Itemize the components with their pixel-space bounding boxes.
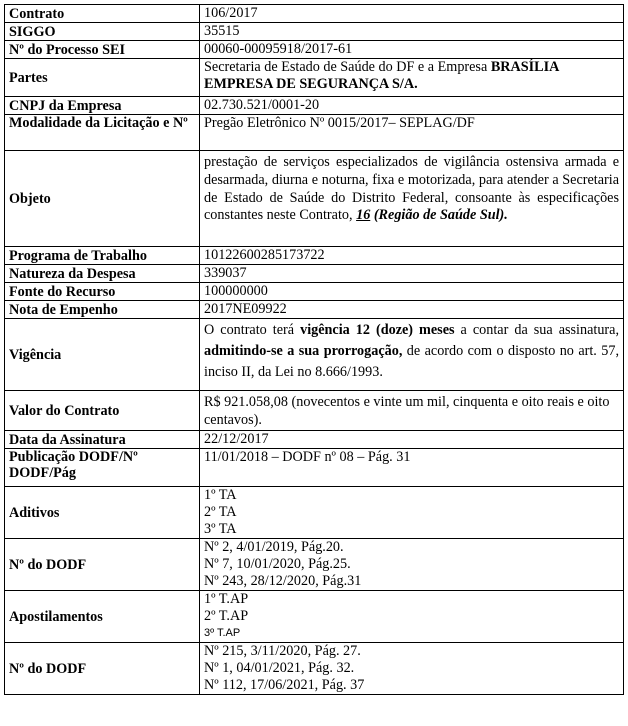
row-valor	[5, 391, 624, 431]
value-dodf-aditivos	[200, 539, 624, 591]
value-valor: R$ 921.058,08 (novecentos e vinte um mil, cinquenta e oito reais e oito centavos).	[200, 391, 624, 431]
vigencia-extension: admitindo-se a sua prorrogação,	[204, 343, 403, 359]
label-cnpj: CNPJ da Empresa	[5, 97, 200, 115]
dodf-item: Nº 215, 3/11/2020, Pág. 27.	[204, 643, 361, 659]
row-processo	[5, 41, 624, 59]
label-siggo: SIGGO	[5, 23, 200, 41]
label-fonte: Fonte do Recurso	[5, 283, 200, 301]
value-publicacao: 11/01/2018 – DODF nº 08 – Pág. 31	[200, 449, 624, 487]
partes-company-name: BRASÍLIA EMPRESA DE SEGURANÇA S/A.	[204, 59, 559, 92]
label-apostilamentos: Apostilamentos	[5, 591, 200, 643]
row-dodf-aditivos	[5, 539, 624, 591]
vigencia-text-1: O contrato terá	[204, 322, 301, 338]
value-dodf-apostilamentos	[200, 643, 624, 695]
label-valor: Valor do Contrato	[5, 391, 200, 431]
label-empenho: Nota de Empenho	[5, 301, 200, 319]
value-apostilamentos	[200, 591, 624, 643]
objeto-text: prestação de serviços especializados de vigilância ostensiva armada e desarmada, diurna e noturna, fixa e motorizada, para atender a Secretaria de Estado de Saúde do Distrito Federal, consoante às especificações constantes neste Contrato,	[204, 154, 619, 224]
value-aditivos	[200, 487, 624, 539]
value-empenho: 2017NE09922	[200, 301, 624, 319]
value-fonte: 100000000	[200, 283, 624, 301]
value-vigencia	[200, 319, 624, 391]
apostilamento-item: 1º T.AP	[204, 591, 249, 607]
aditivo-item: 1º TA	[204, 487, 237, 503]
value-objeto	[200, 151, 624, 247]
aditivo-item: 3º TA	[204, 521, 237, 537]
row-fonte	[5, 283, 624, 301]
contract-summary-table	[4, 4, 624, 695]
row-partes	[5, 59, 624, 97]
row-aditivos	[5, 487, 624, 539]
row-publicacao	[5, 449, 624, 487]
apostilamento-item: 2º T.AP	[204, 608, 249, 624]
row-empenho	[5, 301, 624, 319]
row-natureza	[5, 265, 624, 283]
row-modalidade	[5, 115, 624, 151]
value-contrato: 106/2017	[200, 5, 624, 23]
label-assinatura: Data da Assinatura	[5, 431, 200, 449]
value-cnpj: 02.730.521/0001-20	[200, 97, 624, 115]
label-processo: Nº do Processo SEI	[5, 41, 200, 59]
objeto-number: 16	[356, 207, 371, 224]
dodf-item: Nº 7, 10/01/2020, Pág.25.	[204, 556, 351, 572]
row-dodf-apostilamentos	[5, 643, 624, 695]
label-publicacao: Publicação DODF/Nº DODF/Pág	[5, 449, 200, 487]
value-modalidade: Pregão Eletrônico Nº 0015/2017– SEPLAG/DF	[200, 115, 624, 151]
row-objeto	[5, 151, 624, 247]
row-apostilamentos	[5, 591, 624, 643]
value-partes	[200, 59, 624, 97]
label-vigencia: Vigência	[5, 319, 200, 391]
label-contrato: Contrato	[5, 5, 200, 23]
dodf-item: Nº 2, 4/01/2019, Pág.20.	[204, 539, 344, 555]
partes-text: Secretaria de Estado de Saúde do DF e a Empresa	[204, 59, 491, 75]
objeto-region: (Região de Saúde Sul).	[370, 207, 508, 224]
value-siggo: 35515	[200, 23, 624, 41]
dodf-item: Nº 243, 28/12/2020, Pág.31	[204, 573, 362, 589]
dodf-item: Nº 1, 04/01/2021, Pág. 32.	[204, 660, 355, 676]
label-dodf-aditivos: Nº do DODF	[5, 539, 200, 591]
dodf-item: Nº 112, 17/06/2021, Pág. 37	[204, 677, 365, 693]
vigencia-text-3: de acordo com o disposto no art. 57, inciso II, da Lei no 8.666/1993.	[204, 343, 619, 380]
label-natureza: Natureza da Despesa	[5, 265, 200, 283]
value-processo: 00060-00095918/2017-61	[200, 41, 624, 59]
row-assinatura	[5, 431, 624, 449]
value-programa: 10122600285173722	[200, 247, 624, 265]
label-dodf-apostilamentos: Nº do DODF	[5, 643, 200, 695]
value-natureza: 339037	[200, 265, 624, 283]
vigencia-text-2: a contar da sua assinatura,	[454, 322, 619, 338]
label-partes: Partes	[5, 59, 200, 97]
label-aditivos: Aditivos	[5, 487, 200, 539]
label-modalidade: Modalidade da Licitação e Nº	[5, 115, 200, 151]
label-objeto: Objeto	[5, 151, 200, 247]
value-assinatura: 22/12/2017	[200, 431, 624, 449]
aditivo-item: 2º TA	[204, 504, 237, 520]
row-contrato	[5, 5, 624, 23]
row-vigencia	[5, 319, 624, 391]
row-cnpj	[5, 97, 624, 115]
row-programa	[5, 247, 624, 265]
apostilamento-item: 3º T.AP	[204, 627, 241, 639]
row-siggo	[5, 23, 624, 41]
vigencia-term: vigência 12 (doze) meses	[300, 322, 455, 338]
label-programa: Programa de Trabalho	[5, 247, 200, 265]
